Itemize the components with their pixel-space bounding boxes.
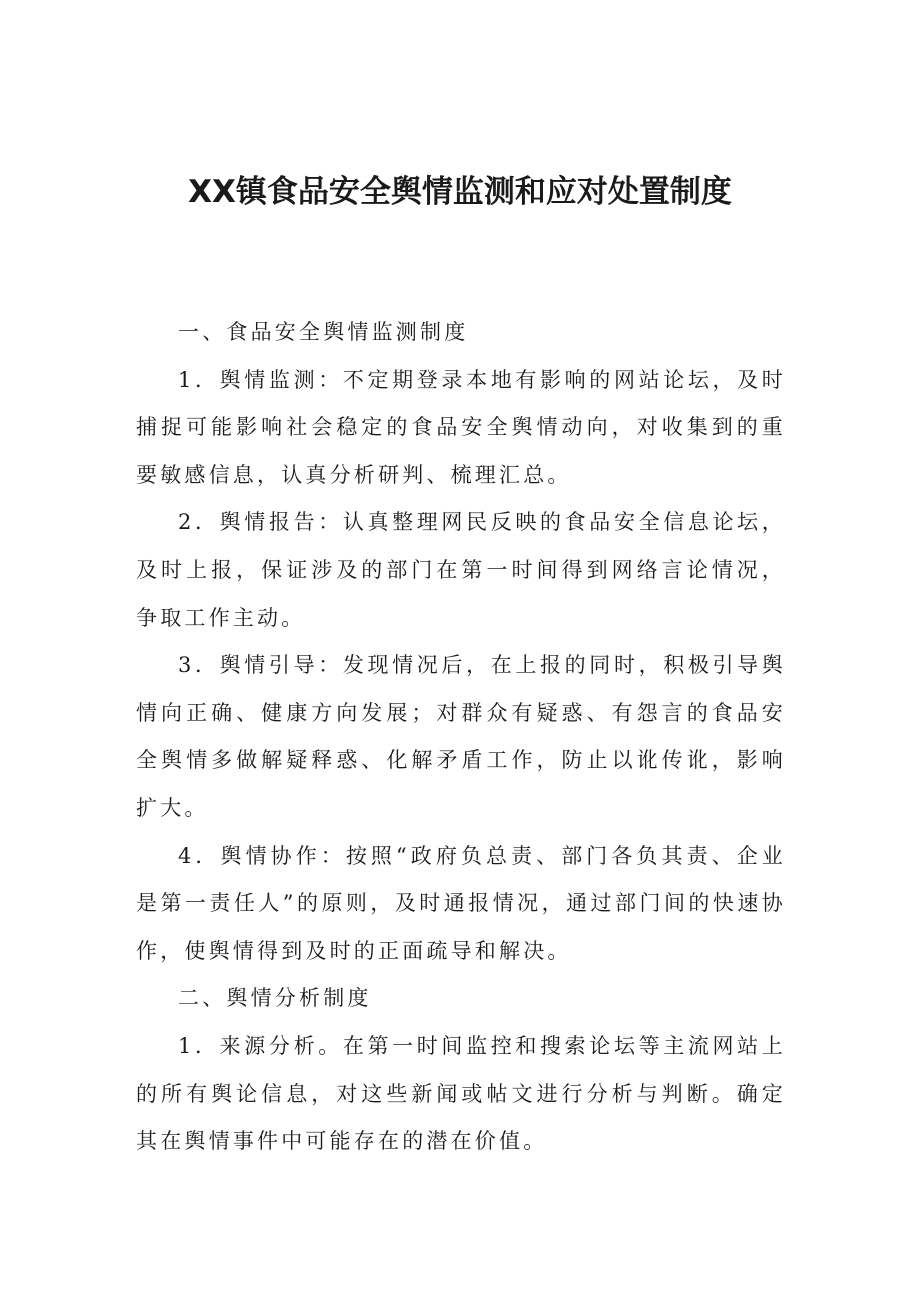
paragraph-opinion-reporting: 2．舆情报告：认真整理网民反映的食品安全信息论坛，及时上报，保证涉及的部门在第一时间得到网络言论情况，争取工作主动。: [136, 510, 786, 630]
document-body: [136, 309, 786, 1166]
section-heading-monitoring: 一、食品安全舆情监测制度: [178, 320, 469, 344]
paragraph-opinion-guidance: 3．舆情引导：发现情况后，在上报的同时，积极引导舆情向正确、健康方向发展；对群众有疑惑、有怨言的食品安全舆情多做解疑释惑、化解矛盾工作，防止以讹传讹，影响扩大。: [136, 653, 786, 820]
document-title: XX镇食品安全舆情监测和应对处置制度: [188, 174, 732, 210]
paragraph-opinion-monitoring: 1．舆情监测：不定期登录本地有影响的网站论坛，及时捕捉可能影响社会稳定的食品安全舆情动向，对收集到的重要敏感信息，认真分析研判、梳理汇总。: [136, 367, 786, 487]
section-heading-analysis: 二、舆情分析制度: [178, 986, 372, 1011]
paragraph-opinion-cooperation: 4．舆情协作：按照“政府负总责、部门各负其责、企业是第一责任人”的原则，及时通报情况，通过部门间的快速协作，使舆情得到及时的正面疏导和解决。: [136, 843, 786, 963]
paragraph-source-analysis: 1．来源分析。在第一时间监控和搜索论坛等主流网站上的所有舆论信息，对这些新闻或帖文进行分析与判断。确定其在舆情事件中可能存在的潜在价值。: [136, 1033, 786, 1154]
